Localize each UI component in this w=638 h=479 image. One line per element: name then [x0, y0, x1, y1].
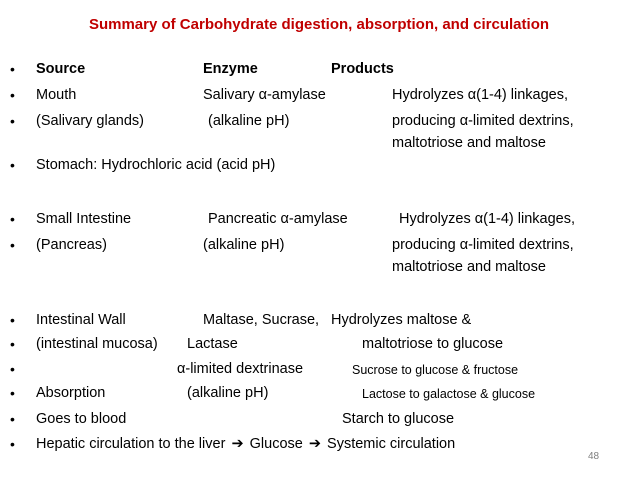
bullet: • [10, 436, 15, 452]
bullet: • [10, 411, 15, 427]
product-lactose: Lactose to galactose & glucose [362, 387, 536, 401]
source-stomach: Stomach: Hydrochloric acid (acid pH) [36, 157, 276, 173]
enzyme-dextrinase: α-limited dextrinase [177, 361, 304, 377]
bullet: • [10, 361, 15, 377]
bullet: • [10, 237, 15, 253]
bullet: • [10, 312, 15, 328]
header-enzyme: Enzyme [203, 61, 258, 77]
product-pancreas-cont: maltotriose and maltose [392, 259, 546, 275]
bullet: • [10, 385, 15, 401]
header-source: Source [36, 61, 86, 77]
source-mouth: Mouth [36, 87, 77, 103]
source-small-intestine: Small Intestine [36, 211, 132, 227]
source-goes-to-blood: Goes to blood [36, 411, 127, 427]
slide-title: Summary of Carbohydrate digestion, absorption, and circulation [88, 16, 550, 33]
enzyme-absorption-ph: (alkaline pH) [187, 385, 269, 401]
bullet: • [10, 61, 15, 77]
arrow-right-icon: ➔ [231, 436, 244, 452]
product-small-intestine: Hydrolyzes α(1-4) linkages, [399, 211, 575, 227]
product-mouth: Hydrolyzes α(1-4) linkages, [392, 87, 568, 103]
hepatic-systemic: Systemic circulation [327, 436, 456, 452]
bullet: • [10, 336, 15, 352]
source-pancreas: (Pancreas) [36, 237, 107, 253]
product-starch: Starch to glucose [342, 411, 455, 427]
product-intestinal-mucosa: maltotriose to glucose [362, 336, 504, 352]
product-salivary: producing α-limited dextrins, [392, 113, 574, 129]
arrow-right-icon: ➔ [308, 436, 322, 452]
source-absorption: Absorption [36, 385, 106, 401]
source-intestinal-mucosa: (intestinal mucosa) [36, 336, 158, 352]
hepatic-text: Hepatic circulation to the liver [36, 436, 226, 452]
enzyme-salivary-ph: (alkaline pH) [208, 113, 290, 129]
bullet: • [10, 87, 15, 103]
bullet: • [10, 157, 15, 173]
source-intestinal-wall: Intestinal Wall [36, 312, 126, 328]
source-salivary-glands: (Salivary glands) [36, 113, 144, 129]
enzyme-maltase-sucrase: Maltase, Sucrase, [203, 312, 320, 328]
page-number: 48 [588, 451, 600, 462]
enzyme-pancreas-ph: (alkaline pH) [203, 237, 285, 253]
product-salivary-cont: maltotriose and maltose [392, 135, 546, 151]
enzyme-salivary-amylase: Salivary α-amylase [203, 87, 326, 103]
product-pancreas: producing α-limited dextrins, [392, 237, 574, 253]
bullet: • [10, 113, 15, 129]
product-intestinal-wall: Hydrolyzes maltose & [331, 312, 472, 328]
enzyme-lactase: Lactase [187, 336, 238, 352]
bullet: • [10, 211, 15, 227]
header-products: Products [331, 61, 394, 77]
hepatic-glucose: Glucose [249, 436, 303, 452]
hepatic-line [36, 435, 455, 453]
product-sucrose: Sucrose to glucose & fructose [352, 363, 519, 377]
enzyme-pancreatic-amylase: Pancreatic α-amylase [208, 211, 348, 227]
